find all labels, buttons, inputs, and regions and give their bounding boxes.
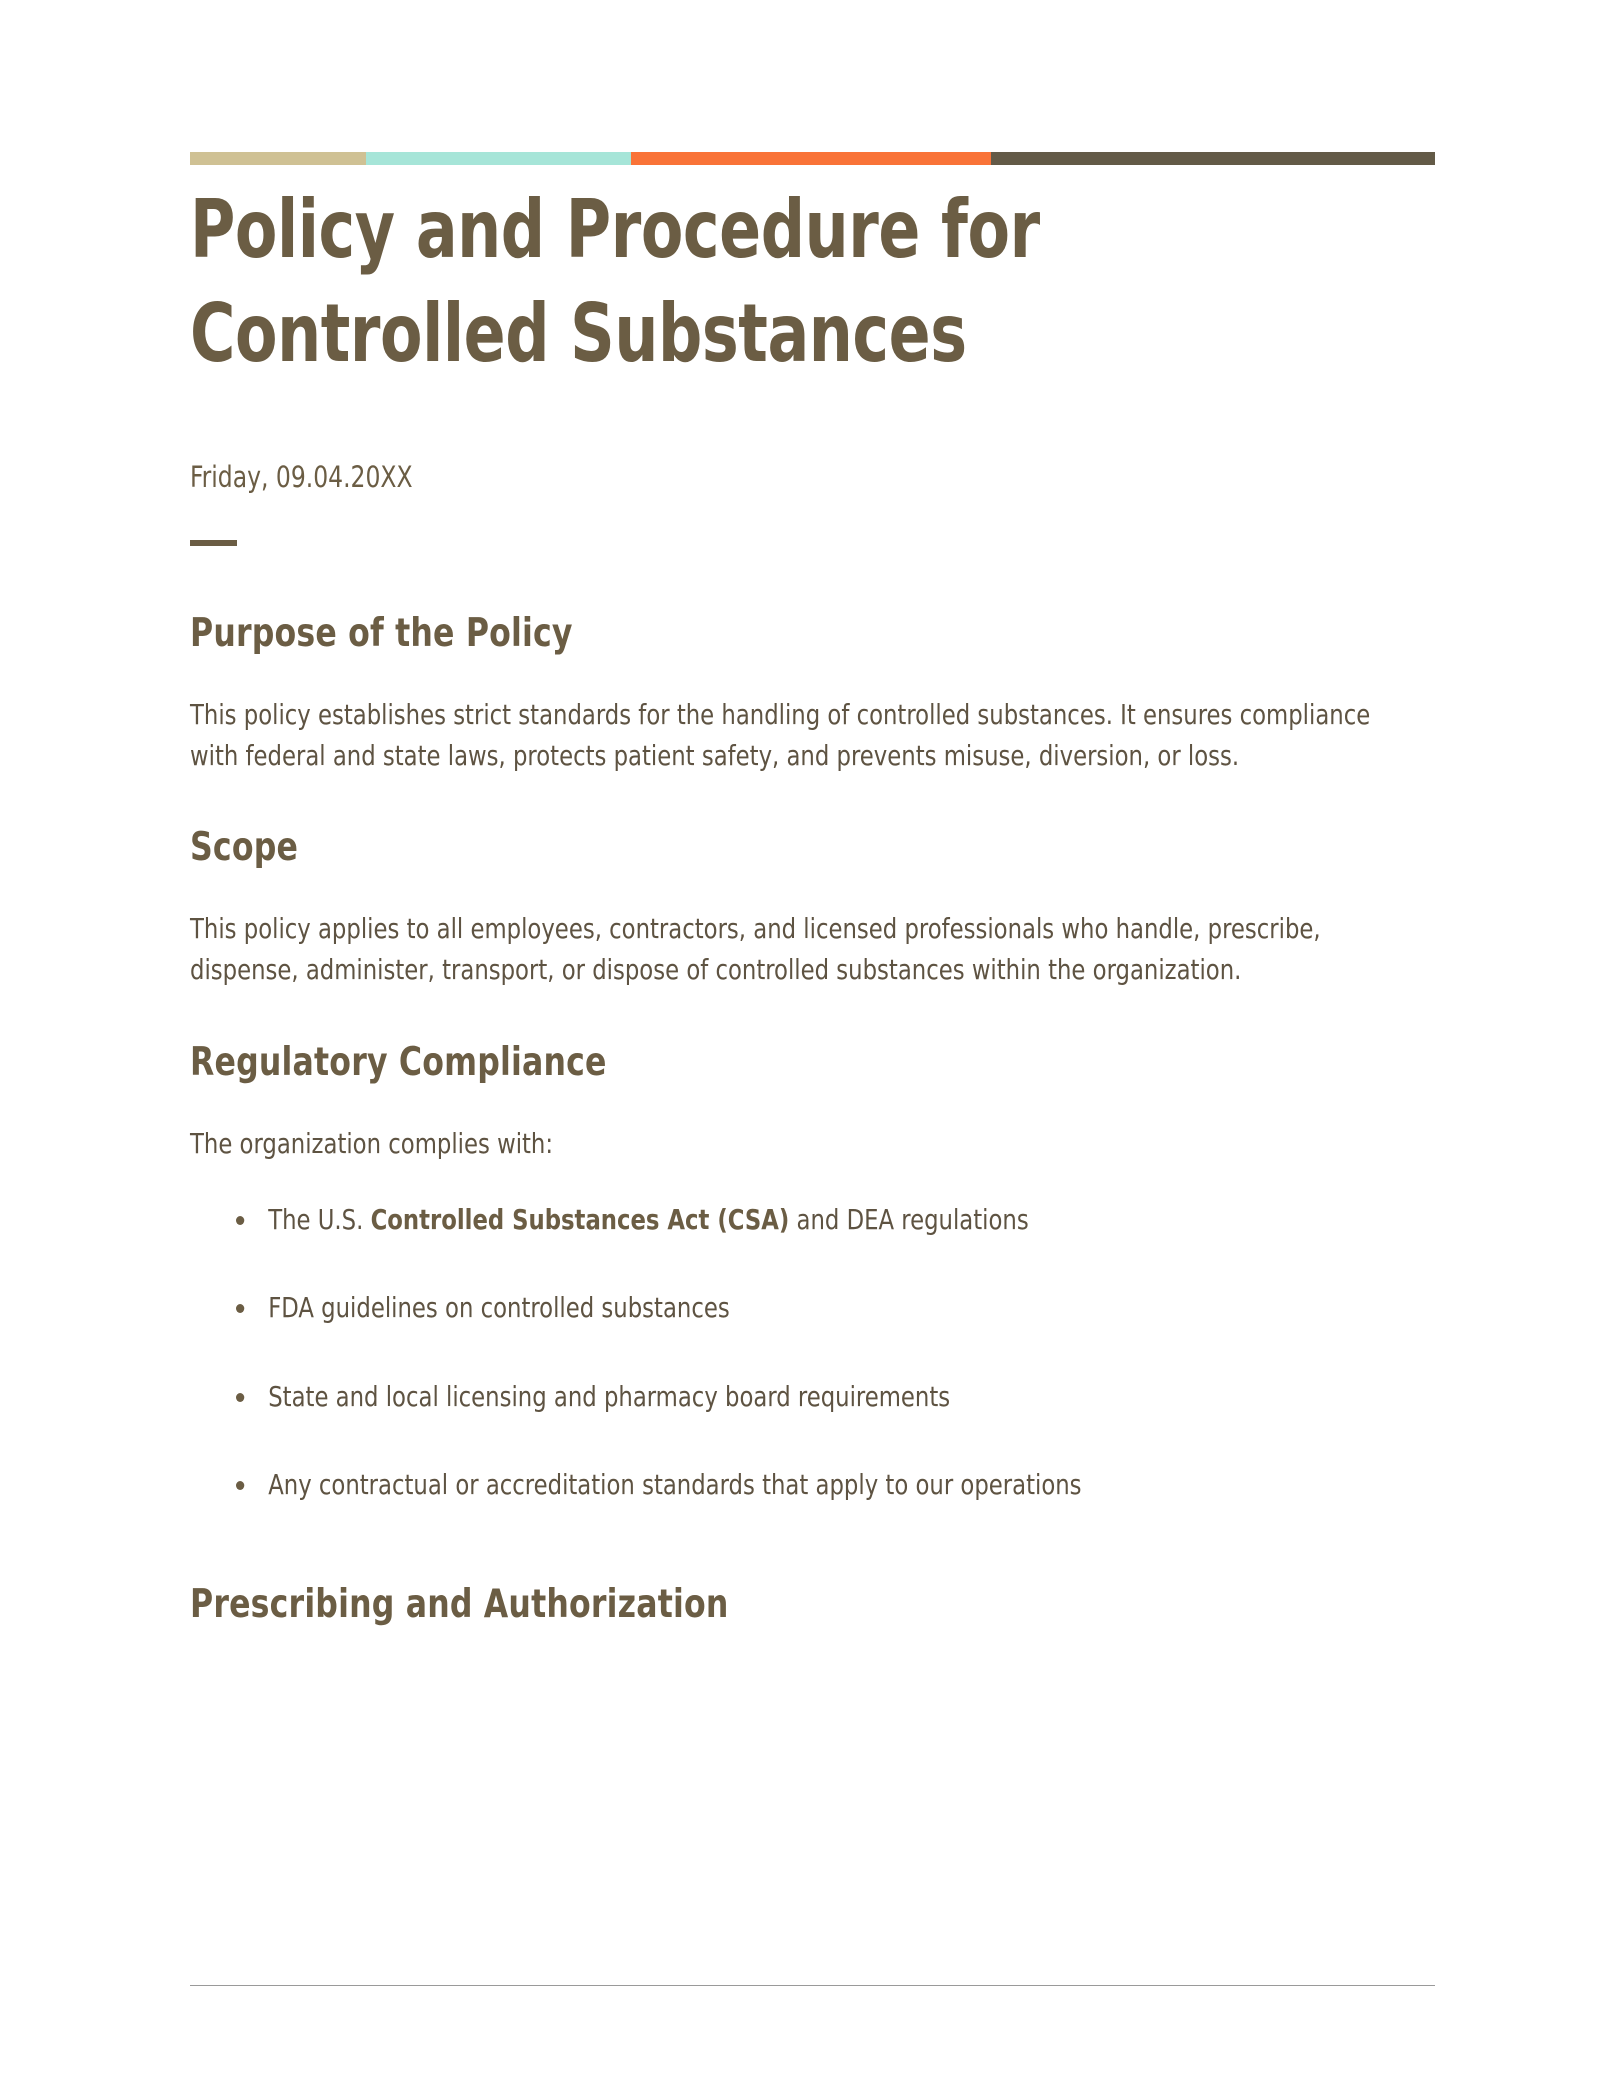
heading-purpose-of-the-policy: Purpose of the Policy <box>190 611 573 656</box>
footer-divider <box>190 1985 1435 1986</box>
list-item-prefix: FDA guidelines on controlled substances <box>268 1292 730 1325</box>
document-date: Friday, 09.04.20XX <box>190 460 413 494</box>
list-item <box>190 1289 1338 1328</box>
regulatory-bullet-list <box>190 1201 1438 1505</box>
list-item <box>190 1378 1338 1417</box>
list-item-prefix: The U.S. <box>268 1203 371 1236</box>
list-item-suffix: and DEA regulations <box>789 1203 1029 1236</box>
color-bar-segment-brown <box>991 152 1435 165</box>
heading-regulatory-compliance: Regulatory Compliance <box>190 1039 607 1085</box>
paragraph-purpose: This policy establishes strict standards for the handling of controlled substances. It ensures compliance with federal and state laws, protects patient safety, and prevents misuse, diversion, or loss. <box>190 698 1371 773</box>
document-body <box>190 612 1438 1628</box>
heading-scope: Scope <box>190 825 299 871</box>
bullet-dot-icon <box>236 1304 244 1313</box>
list-item <box>190 1466 1338 1505</box>
title-dash-divider <box>190 540 237 546</box>
accent-color-bar <box>190 152 1435 165</box>
bullet-dot-icon <box>236 1481 244 1490</box>
list-item-prefix: Any contractual or accreditation standards that apply to our operations <box>268 1469 1082 1502</box>
color-bar-segment-orange <box>631 152 991 165</box>
color-bar-segment-mint <box>366 152 631 165</box>
list-item <box>190 1201 1338 1240</box>
bullet-dot-icon <box>236 1216 244 1225</box>
paragraph-regulatory-intro: The organization complies with: <box>190 1127 554 1160</box>
paragraph-scope: This policy applies to all employees, contractors, and licensed professionals who handle, prescribe, dispense, administer, transport, or dispose of controlled substances within the organization. <box>190 913 1321 987</box>
list-item-bold: Controlled Substances Act (CSA) <box>370 1203 790 1236</box>
heading-prescribing-and-authorization: Prescribing and Authorization <box>190 1581 729 1627</box>
bullet-dot-icon <box>236 1393 244 1402</box>
color-bar-segment-tan <box>190 152 366 165</box>
document-title: Policy and Procedure for Controlled Substances <box>190 183 1040 380</box>
list-item-prefix: State and local licensing and pharmacy board requirements <box>268 1380 951 1413</box>
